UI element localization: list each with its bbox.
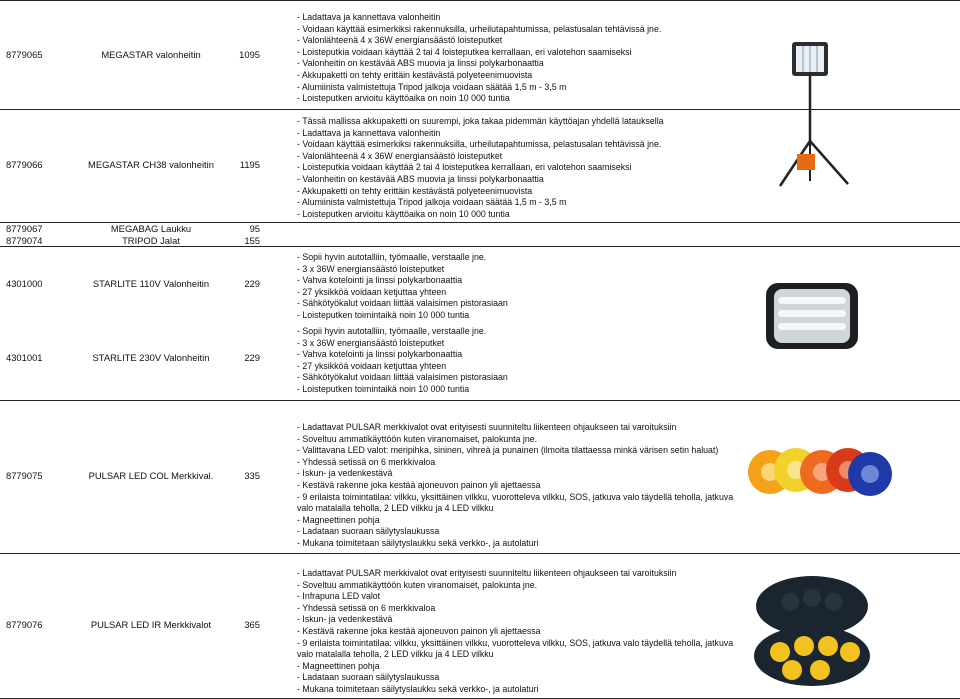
desc-line: - 3 x 36W energiansäästö loisteputket	[297, 337, 445, 348]
product-price: 365	[244, 619, 260, 630]
product-name: PULSAR LED IR Merkkivalot	[90, 619, 212, 630]
product-price: 1095	[239, 49, 260, 60]
desc-line: - Mukana toimitetaan säilytyslaukku sekä verkko-, ja autolaturi	[297, 537, 539, 548]
desc-line: - Mukana toimitetaan säilytyslaukku sekä verkko-, ja autolaturi	[297, 683, 539, 694]
pulsar-color-lights-image	[744, 436, 894, 506]
desc-line: - Sähkötyökalut voidaan liittää valaisimen pistorasiaan	[297, 372, 508, 383]
product-code: 8779067	[6, 223, 43, 234]
desc-line: - 27 yksikköä voidaan ketjuttaa yhteen	[297, 360, 447, 371]
product-name: PULSAR LED COL Merkkival.	[88, 470, 214, 481]
product-code: 8779076	[6, 619, 43, 630]
product-name: TRIPOD Jalat	[122, 235, 180, 246]
desc-line: - Loisteputkia voidaan käyttää 2 tai 4 loisteputkea kerrallaan, eri valotehon saamiseksi	[297, 46, 632, 57]
desc-line: - Iskun- ja vedenkestävä	[297, 468, 393, 479]
desc-line: - Loisteputkia voidaan käyttää 2 tai 4 loisteputkea kerrallaan, eri valotehon saamiseksi	[297, 162, 632, 173]
desc-line: - Vahva kotelointi ja linssi polykarbonaattia	[297, 275, 463, 286]
desc-line: - Valittavana LED valot: meripihka, sininen, vihreä ja punainen (ilmoita tilattaessa minkä värisen setin haluat)	[297, 445, 719, 456]
desc-line: - Iskun- ja vedenkestävä	[297, 614, 393, 625]
product-description	[297, 252, 739, 322]
product-code: 8779075	[6, 470, 43, 481]
desc-line: - 9 erilaista toimintatilaa: vilkku, yksittäinen vilkku, vuorotteleva vilkku, SOS, jatkuva valo täydellä teholla, jatkuva valo matalalla teholla, 2 LED vilkku ja 4 LED vilkku	[297, 491, 734, 514]
product-name: STARLITE 110V Valonheitin	[92, 278, 210, 289]
desc-line: - Voidaan käyttää esimerkiksi rakennuksilla, urheilutapahtumissa, pelastusalan tehtävissä jne.	[297, 23, 662, 34]
product-name: MEGABAG Laukku	[110, 223, 192, 234]
desc-line: - Ladattava ja kannettava valonheitin	[297, 127, 441, 138]
product-description	[297, 326, 739, 396]
product-description	[297, 568, 739, 696]
desc-line: - Yhdessä setissä on 6 merkkivaloa	[297, 456, 436, 467]
desc-line: - Kestävä rakenne joka kestää ajoneuvon painon yli ajettaessa	[297, 479, 541, 490]
desc-line: - Valonheitin on kestävää ABS muovia ja linssi polykarbonaattia	[297, 58, 544, 69]
desc-line: - Sähkötyökalut voidaan liittää valaisimen pistorasiaan	[297, 298, 508, 309]
desc-line: - Akkupaketti on tehty erittäin kestävästä polyeteenimuovista	[297, 69, 533, 80]
pulsar-ir-lights-image	[750, 570, 875, 692]
desc-line: - Loisteputken arvioitu käyttöaika on noin 10 000 tuntia	[297, 93, 510, 104]
desc-line: - Vahva kotelointi ja linssi polykarbonaattia	[297, 349, 463, 360]
desc-line: - Infrapuna LED valot	[297, 591, 381, 602]
tripod-floodlight-image	[770, 36, 860, 191]
product-price: 229	[244, 278, 260, 289]
desc-line: - Ladattavat PULSAR merkkivalot ovat erityisesti suunniteltu liikenteen ohjaukseen tai varoituksiin	[297, 422, 677, 432]
desc-line: - Loisteputken arvioitu käyttöaika on noin 10 000 tuntia	[297, 208, 510, 219]
desc-line: - 9 erilaista toimintatilaa: vilkku, yksittäinen vilkku, vuorotteleva vilkku, SOS, jatkuva valo täydellä teholla, jatkuva valo matalalla teholla, 2 LED vilkku ja 4 LED vilkku	[297, 637, 734, 660]
desc-line: - Alumiinista valmistettuja Tripod jalkoja voidaan säätää 1,5 m - 3,5 m	[297, 81, 567, 92]
desc-line: - Valonheitin on kestävää ABS muovia ja linssi polykarbonaattia	[297, 173, 544, 184]
desc-line: - 27 yksikköä voidaan ketjuttaa yhteen	[297, 286, 447, 297]
product-code: 4301000	[6, 278, 43, 289]
desc-line: - Valonlähteenä 4 x 36W energiansäästö loisteputket	[297, 35, 503, 46]
product-code: 8779065	[6, 49, 43, 60]
row-divider	[0, 400, 960, 401]
desc-line: - Ladattavat PULSAR merkkivalot ovat erityisesti suunniteltu liikenteen ohjaukseen tai varoituksiin	[297, 568, 677, 578]
product-description	[297, 12, 739, 105]
product-name: STARLITE 230V Valonheitin	[92, 352, 210, 363]
desc-line: - Loisteputken toimintaikä noin 10 000 tuntia	[297, 383, 470, 394]
desc-line: - Sopii hyvin autotalliin, työmaalle, verstaalle jne.	[297, 326, 487, 336]
desc-line: - Akkupaketti on tehty erittäin kestävästä polyeteenimuovista	[297, 185, 533, 196]
product-description	[297, 422, 739, 550]
product-price: 155	[244, 235, 260, 246]
desc-line: - Tässä mallissa akkupaketti on suurempi, joka takaa pidemmän käyttöajan yhdellä latauksella	[297, 116, 664, 126]
product-name: MEGASTAR valonheitin	[101, 49, 201, 60]
product-price: 229	[244, 352, 260, 363]
desc-line: - 3 x 36W energiansäästö loisteputket	[297, 263, 445, 274]
desc-line: - Magneettinen pohja	[297, 514, 380, 525]
product-description	[297, 116, 739, 220]
desc-line: - Ladataan suoraan säilytyslaukussa	[297, 526, 440, 537]
desc-line: - Voidaan käyttää esimerkiksi rakennuksilla, urheilutapahtumissa, pelastusalan tehtävissä jne.	[297, 139, 662, 150]
desc-line: - Ladattava ja kannettava valonheitin	[297, 12, 441, 22]
desc-line: - Magneettinen pohja	[297, 660, 380, 671]
desc-line: - Kestävä rakenne joka kestää ajoneuvon painon yli ajettaessa	[297, 625, 541, 636]
product-price: 1195	[239, 159, 260, 170]
row-divider	[0, 246, 960, 247]
desc-line: - Valonlähteenä 4 x 36W energiansäästö loisteputket	[297, 150, 503, 161]
product-name: MEGASTAR CH38 valonheitin	[88, 159, 214, 170]
starlite-floodlight-image	[760, 275, 862, 357]
desc-line: - Ladataan suoraan säilytyslaukussa	[297, 672, 440, 683]
desc-line: - Soveltuu ammatikäyttöön kuten viranomaiset, palokunta jne.	[297, 579, 538, 590]
product-code: 8779066	[6, 159, 43, 170]
row-divider	[0, 0, 960, 1]
desc-line: - Soveltuu ammatikäyttöön kuten viranomaiset, palokunta jne.	[297, 433, 538, 444]
desc-line: - Sopii hyvin autotalliin, työmaalle, verstaalle jne.	[297, 252, 487, 262]
product-price: 95	[249, 223, 260, 234]
desc-line: - Loisteputken toimintaikä noin 10 000 tuntia	[297, 309, 470, 320]
product-code: 4301001	[6, 352, 43, 363]
desc-line: - Yhdessä setissä on 6 merkkivaloa	[297, 602, 436, 613]
desc-line: - Alumiinista valmistettuja Tripod jalkoja voidaan säätää 1,5 m - 3,5 m	[297, 197, 567, 208]
row-divider	[0, 553, 960, 554]
product-code: 8779074	[6, 235, 43, 246]
product-price: 335	[244, 470, 260, 481]
